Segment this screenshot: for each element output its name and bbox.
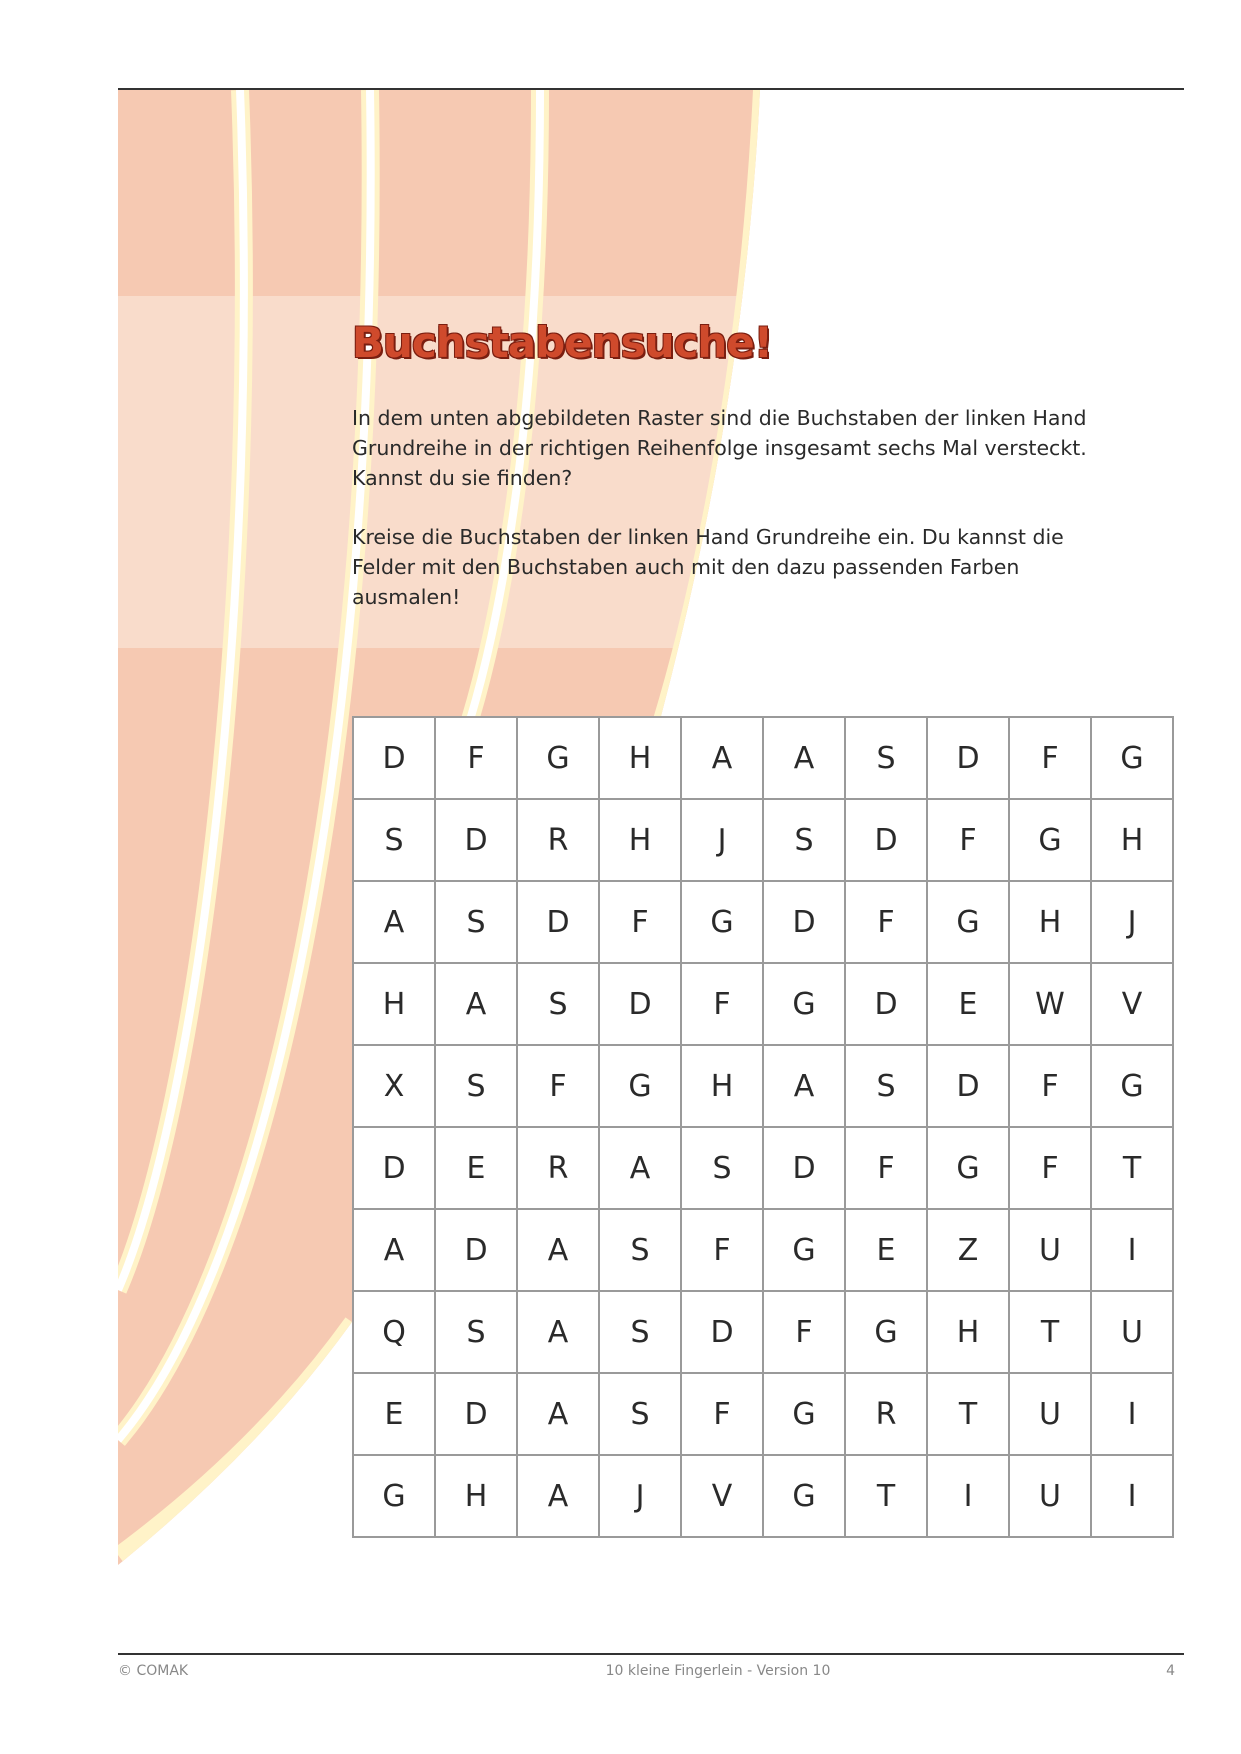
grid-cell[interactable]: G: [927, 881, 1009, 963]
grid-cell[interactable]: V: [1091, 963, 1173, 1045]
grid-cell[interactable]: T: [1009, 1291, 1091, 1373]
footer-copyright: © COMAK: [118, 1663, 189, 1679]
grid-cell[interactable]: E: [845, 1209, 927, 1291]
grid-cell[interactable]: F: [1009, 1045, 1091, 1127]
grid-cell[interactable]: S: [845, 1045, 927, 1127]
grid-cell[interactable]: J: [681, 799, 763, 881]
grid-cell[interactable]: F: [1009, 1127, 1091, 1209]
grid-cell[interactable]: U: [1091, 1291, 1173, 1373]
grid-row: [353, 1455, 1173, 1537]
instruction-paragraph-1: In dem unten abgebildeten Raster sind die Buchstaben der linken Hand Grundreihe in der richtigen Reihenfolge insgesamt sechs Mal versteckt. Kannst du sie finden?: [352, 406, 1087, 490]
grid-cell[interactable]: J: [1091, 881, 1173, 963]
grid-cell[interactable]: G: [763, 1455, 845, 1537]
grid-cell[interactable]: S: [517, 963, 599, 1045]
grid-cell[interactable]: D: [353, 1127, 435, 1209]
grid-cell[interactable]: H: [927, 1291, 1009, 1373]
grid-cell[interactable]: E: [435, 1127, 517, 1209]
grid-row: [353, 1209, 1173, 1291]
grid-cell[interactable]: I: [1091, 1455, 1173, 1537]
grid-cell[interactable]: T: [927, 1373, 1009, 1455]
letter-grid: [352, 716, 1174, 1538]
grid-cell[interactable]: H: [435, 1455, 517, 1537]
grid-cell[interactable]: D: [927, 717, 1009, 799]
grid-cell[interactable]: H: [1009, 881, 1091, 963]
grid-cell[interactable]: I: [927, 1455, 1009, 1537]
grid-cell[interactable]: H: [599, 717, 681, 799]
grid-cell[interactable]: F: [681, 963, 763, 1045]
grid-cell[interactable]: A: [681, 717, 763, 799]
grid-cell[interactable]: G: [1091, 1045, 1173, 1127]
grid-cell[interactable]: S: [599, 1373, 681, 1455]
grid-cell[interactable]: U: [1009, 1209, 1091, 1291]
grid-cell[interactable]: G: [599, 1045, 681, 1127]
grid-cell[interactable]: H: [599, 799, 681, 881]
grid-cell[interactable]: Q: [353, 1291, 435, 1373]
grid-cell[interactable]: S: [845, 717, 927, 799]
grid-cell[interactable]: S: [435, 1045, 517, 1127]
grid-cell[interactable]: F: [845, 1127, 927, 1209]
grid-cell[interactable]: V: [681, 1455, 763, 1537]
grid-cell[interactable]: U: [1009, 1455, 1091, 1537]
grid-cell[interactable]: G: [763, 963, 845, 1045]
grid-cell[interactable]: G: [763, 1373, 845, 1455]
grid-cell[interactable]: D: [353, 717, 435, 799]
grid-cell[interactable]: G: [1091, 717, 1173, 799]
grid-cell[interactable]: S: [599, 1291, 681, 1373]
grid-row: [353, 1045, 1173, 1127]
grid-cell[interactable]: H: [1091, 799, 1173, 881]
grid-cell[interactable]: F: [517, 1045, 599, 1127]
grid-cell[interactable]: H: [681, 1045, 763, 1127]
grid-cell[interactable]: G: [517, 717, 599, 799]
grid-cell[interactable]: A: [353, 881, 435, 963]
grid-cell[interactable]: F: [599, 881, 681, 963]
top-rule: [118, 88, 1184, 90]
grid-cell[interactable]: G: [927, 1127, 1009, 1209]
grid-row: [353, 1127, 1173, 1209]
grid-cell[interactable]: A: [517, 1209, 599, 1291]
grid-cell[interactable]: W: [1009, 963, 1091, 1045]
grid-cell[interactable]: S: [681, 1127, 763, 1209]
footer-page-number: 4: [1166, 1663, 1175, 1679]
grid-row: [353, 1373, 1173, 1455]
grid-cell[interactable]: F: [681, 1373, 763, 1455]
grid-cell[interactable]: D: [845, 963, 927, 1045]
grid-cell[interactable]: F: [681, 1209, 763, 1291]
grid-row: [353, 963, 1173, 1045]
grid-cell[interactable]: D: [435, 1373, 517, 1455]
grid-cell[interactable]: A: [599, 1127, 681, 1209]
grid-cell[interactable]: D: [435, 799, 517, 881]
grid-cell[interactable]: A: [763, 1045, 845, 1127]
grid-cell[interactable]: J: [599, 1455, 681, 1537]
grid-cell[interactable]: I: [1091, 1209, 1173, 1291]
grid-cell[interactable]: S: [435, 1291, 517, 1373]
grid-cell[interactable]: G: [845, 1291, 927, 1373]
grid-row: [353, 1291, 1173, 1373]
grid-cell[interactable]: A: [353, 1209, 435, 1291]
grid-cell[interactable]: D: [763, 1127, 845, 1209]
grid-cell[interactable]: D: [763, 881, 845, 963]
grid-cell[interactable]: F: [1009, 717, 1091, 799]
grid-cell[interactable]: F: [435, 717, 517, 799]
grid-cell[interactable]: H: [353, 963, 435, 1045]
grid-cell[interactable]: T: [845, 1455, 927, 1537]
footer-document-title: 10 kleine Fingerlein - Version 10: [605, 1663, 831, 1679]
grid-cell[interactable]: G: [681, 881, 763, 963]
grid-cell[interactable]: D: [845, 799, 927, 881]
grid-cell[interactable]: A: [517, 1291, 599, 1373]
grid-row: [353, 717, 1173, 799]
grid-cell[interactable]: S: [599, 1209, 681, 1291]
grid-cell[interactable]: R: [517, 1127, 599, 1209]
grid-cell[interactable]: T: [1091, 1127, 1173, 1209]
grid-cell[interactable]: S: [763, 799, 845, 881]
grid-cell[interactable]: G: [763, 1209, 845, 1291]
grid-cell[interactable]: I: [1091, 1373, 1173, 1455]
grid-cell[interactable]: R: [845, 1373, 927, 1455]
grid-cell[interactable]: A: [763, 717, 845, 799]
grid-cell[interactable]: F: [763, 1291, 845, 1373]
bottom-rule: [118, 1653, 1184, 1655]
grid-row: [353, 881, 1173, 963]
grid-cell[interactable]: S: [353, 799, 435, 881]
grid-cell[interactable]: E: [353, 1373, 435, 1455]
grid-cell[interactable]: U: [1009, 1373, 1091, 1455]
grid-cell[interactable]: S: [435, 881, 517, 963]
grid-cell[interactable]: F: [927, 799, 1009, 881]
grid-cell[interactable]: G: [1009, 799, 1091, 881]
grid-cell[interactable]: D: [517, 881, 599, 963]
grid-cell[interactable]: X: [353, 1045, 435, 1127]
grid-cell[interactable]: D: [599, 963, 681, 1045]
grid-cell[interactable]: A: [435, 963, 517, 1045]
grid-cell[interactable]: R: [517, 799, 599, 881]
grid-cell[interactable]: F: [845, 881, 927, 963]
grid-cell[interactable]: A: [517, 1455, 599, 1537]
grid-cell[interactable]: A: [517, 1373, 599, 1455]
instruction-paragraph-2: Kreise die Buchstaben der linken Hand Grundreihe ein. Du kannst die Felder mit den Buchstaben auch mit den dazu passenden Farben ausmalen!: [352, 525, 1064, 609]
grid-row: [353, 799, 1173, 881]
grid-cell[interactable]: G: [353, 1455, 435, 1537]
grid-cell[interactable]: D: [435, 1209, 517, 1291]
grid-cell[interactable]: D: [681, 1291, 763, 1373]
grid-cell[interactable]: D: [927, 1045, 1009, 1127]
grid-cell[interactable]: E: [927, 963, 1009, 1045]
page-title: Buchstabensuche!: [352, 318, 772, 367]
grid-cell[interactable]: Z: [927, 1209, 1009, 1291]
